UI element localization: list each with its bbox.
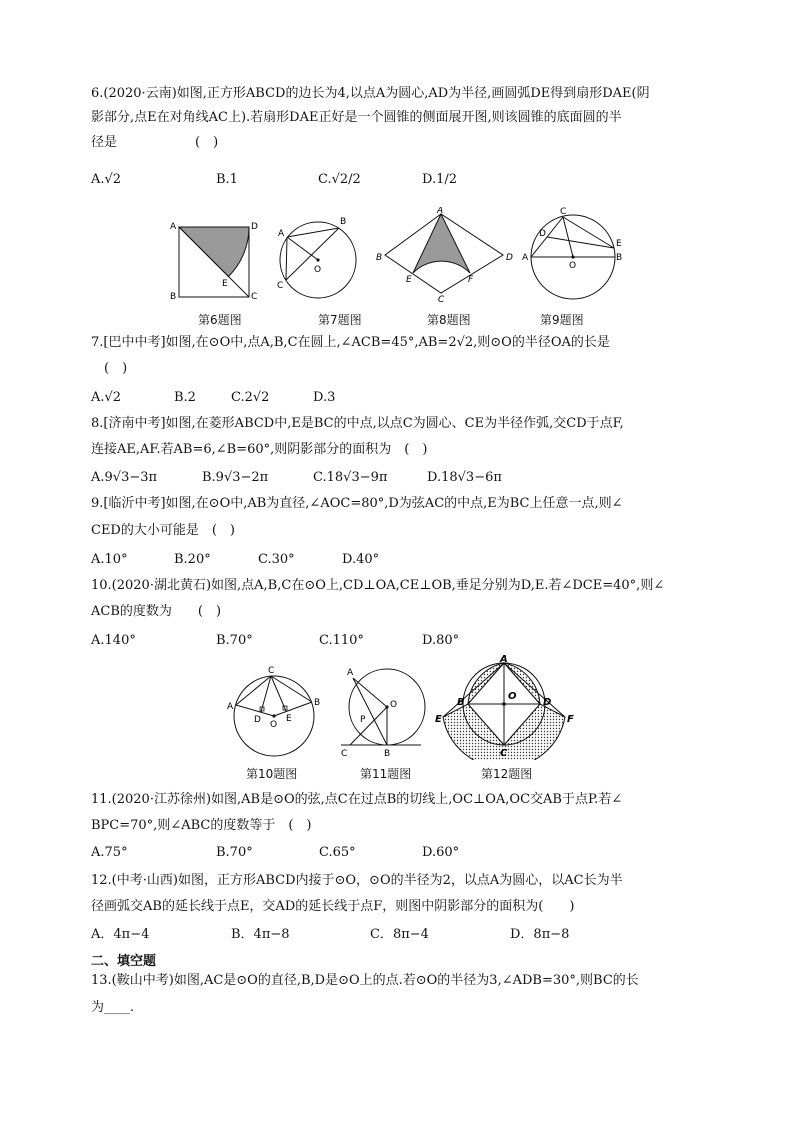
caption-fig7: 第7题图	[318, 313, 362, 327]
label-a: A	[437, 207, 444, 216]
label-c: C	[277, 281, 284, 291]
label-b: B	[170, 292, 177, 300]
label-a: A	[522, 253, 529, 263]
q11-line-2: BPC=70°,则∠ABC的度数等于 ( )	[91, 818, 312, 833]
option-d: D.80°	[422, 633, 460, 648]
label-d: D	[539, 229, 546, 239]
option-a: A.140°	[91, 633, 136, 648]
q9-line-2: CED的大小可能是 ( )	[91, 523, 236, 538]
label-b: B	[384, 749, 391, 759]
option-d: D.3	[313, 390, 336, 405]
option-b: B.2	[174, 390, 196, 405]
label-f: F	[567, 714, 574, 725]
label-a: A	[500, 655, 508, 665]
label-e: E	[616, 239, 622, 249]
label-a: A	[347, 668, 354, 678]
label-e: E	[406, 275, 412, 285]
q12-line-2: 径画弧交AB的延长线于点E，交AD的延长线于点F，则图中阴影部分的面积为( )	[91, 899, 575, 914]
label-o: O	[270, 720, 278, 730]
option-c: C.30°	[258, 552, 295, 567]
option-a: A.75°	[91, 845, 128, 860]
label-c: C	[251, 292, 258, 300]
label-e: E	[435, 714, 442, 725]
option-b: B.70°	[216, 845, 253, 860]
label-f: F	[468, 275, 474, 285]
label-a: A	[170, 222, 177, 232]
option-b: B.1	[216, 172, 238, 187]
caption-fig9: 第9题图	[540, 313, 584, 327]
label-b: B	[457, 697, 465, 708]
option-d: D.1/2	[422, 172, 458, 187]
caption-fig8: 第8题图	[427, 313, 471, 327]
figure-6	[165, 215, 260, 300]
option-c: C．8π−4	[370, 927, 429, 942]
caption-fig6: 第6题图	[198, 313, 242, 327]
label-p: P	[360, 715, 366, 725]
option-c: C.65°	[319, 845, 356, 860]
q11-line-1: 11.(2020·江苏徐州)如图,AB是⊙O的弦,点C在过点B的切线上,OC⊥OA,OC交AB于点P.若∠	[91, 792, 623, 807]
option-a: A．4π−4	[91, 927, 150, 942]
q10-line-2: ACB的度数为 ( )	[91, 604, 222, 619]
q13-line-1: 13.(鞍山中考)如图,AC是⊙O的直径,B,D是⊙O上的点.若⊙O的半径为3,∠ADB=30°,则BC的长	[91, 973, 639, 988]
figure-9	[520, 205, 630, 305]
section-heading: 二、填空题	[91, 954, 157, 969]
label-a: A	[278, 229, 285, 239]
label-a: A	[227, 702, 234, 712]
figure-8	[373, 207, 533, 302]
q13-line-2: 为____.	[91, 1000, 135, 1015]
label-b: B	[376, 253, 383, 263]
label-e: E	[222, 279, 228, 289]
caption-fig10: 第10题图	[246, 767, 298, 781]
caption-fig12: 第12题图	[481, 767, 533, 781]
label-d: D	[251, 222, 258, 232]
figure-11	[333, 662, 428, 762]
q9-line-1: 9.[临沂中考]如图,在⊙O中,AB为直径,∠AOC=80°,D为弦AC的中点,E为BC上任意一点,则∠	[91, 496, 623, 511]
q8-line-2: 连接AE,AF.若AB=6,∠B=60°,则阴影部分的面积为 ( )	[91, 442, 428, 457]
option-d: D.40°	[342, 552, 380, 567]
option-b: B．4π−8	[231, 927, 290, 942]
option-d: D.60°	[422, 845, 460, 860]
option-c: C.√2/2	[318, 172, 361, 187]
option-c: C.110°	[319, 633, 364, 648]
figure-12	[435, 655, 575, 760]
option-a: A.10°	[91, 552, 128, 567]
q7-line-1: 7.[巴中中考]如图,在⊙O中,点A,B,C在圆上,∠ACB=45°,AB=2√2,则⊙O的半径OA的长是	[91, 335, 610, 350]
option-a: A.√2	[91, 172, 122, 187]
label-c: C	[268, 666, 275, 676]
label-d: D	[543, 697, 552, 708]
label-b: B	[616, 253, 623, 263]
label-c: C	[438, 295, 445, 302]
option-c: C.2√2	[231, 390, 270, 405]
option-b: B.20°	[174, 552, 211, 567]
label-d: D	[506, 253, 513, 263]
caption-fig11: 第11题图	[360, 767, 412, 781]
label-e: E	[286, 714, 292, 724]
option-a: A.√2	[91, 390, 122, 405]
figure-7	[268, 210, 368, 305]
label-b: B	[314, 698, 321, 708]
q12-line-1: 12.(中考·山西)如图，正方形ABCD内接于⊙O，⊙O的半径为2，以点A为圆心，以AC长为半	[91, 873, 623, 888]
figure-10	[222, 664, 327, 764]
option-d: D.18√3−6π	[427, 470, 502, 485]
q10-line-1: 10.(2020·湖北黄石)如图,点A,B,C在⊙O上,CD⊥OA,CE⊥OB,垂足分别为D,E.若∠DCE=40°,则∠	[91, 578, 665, 593]
label-c: C	[341, 749, 348, 759]
option-c: C.18√3−9π	[313, 470, 388, 485]
label-d: D	[254, 715, 261, 725]
label-b: B	[340, 217, 347, 227]
label-o: O	[508, 691, 517, 702]
label-c: C	[500, 748, 508, 759]
q8-line-1: 8.[济南中考]如图,在菱形ABCD中,E是BC的中点,以点C为圆心、CE为半径作弧,交CD于点F,	[91, 416, 624, 431]
label-c: C	[560, 207, 567, 217]
option-d: D．8π−8	[510, 927, 570, 942]
label-o: O	[390, 700, 398, 710]
q7-line-2: ( )	[91, 361, 128, 376]
q6-line-1: 6.(2020·云南)如图,正方形ABCD的边长为4,以点A为圆心,AD为半径,画圆弧DE得到扇形DAE(阴	[91, 86, 650, 101]
option-b: B.9√3−2π	[202, 470, 269, 485]
label-o: O	[314, 265, 322, 275]
label-o: O	[569, 261, 577, 271]
option-b: B.70°	[216, 633, 253, 648]
option-a: A.9√3−3π	[91, 470, 158, 485]
q6-line-3: 径是 ( )	[91, 135, 219, 150]
q6-line-2: 影部分,点E在对角线AC上).若扇形DAE正好是一个圆锥的侧面展开图,则该圆锥的底面圆的半	[91, 110, 622, 125]
